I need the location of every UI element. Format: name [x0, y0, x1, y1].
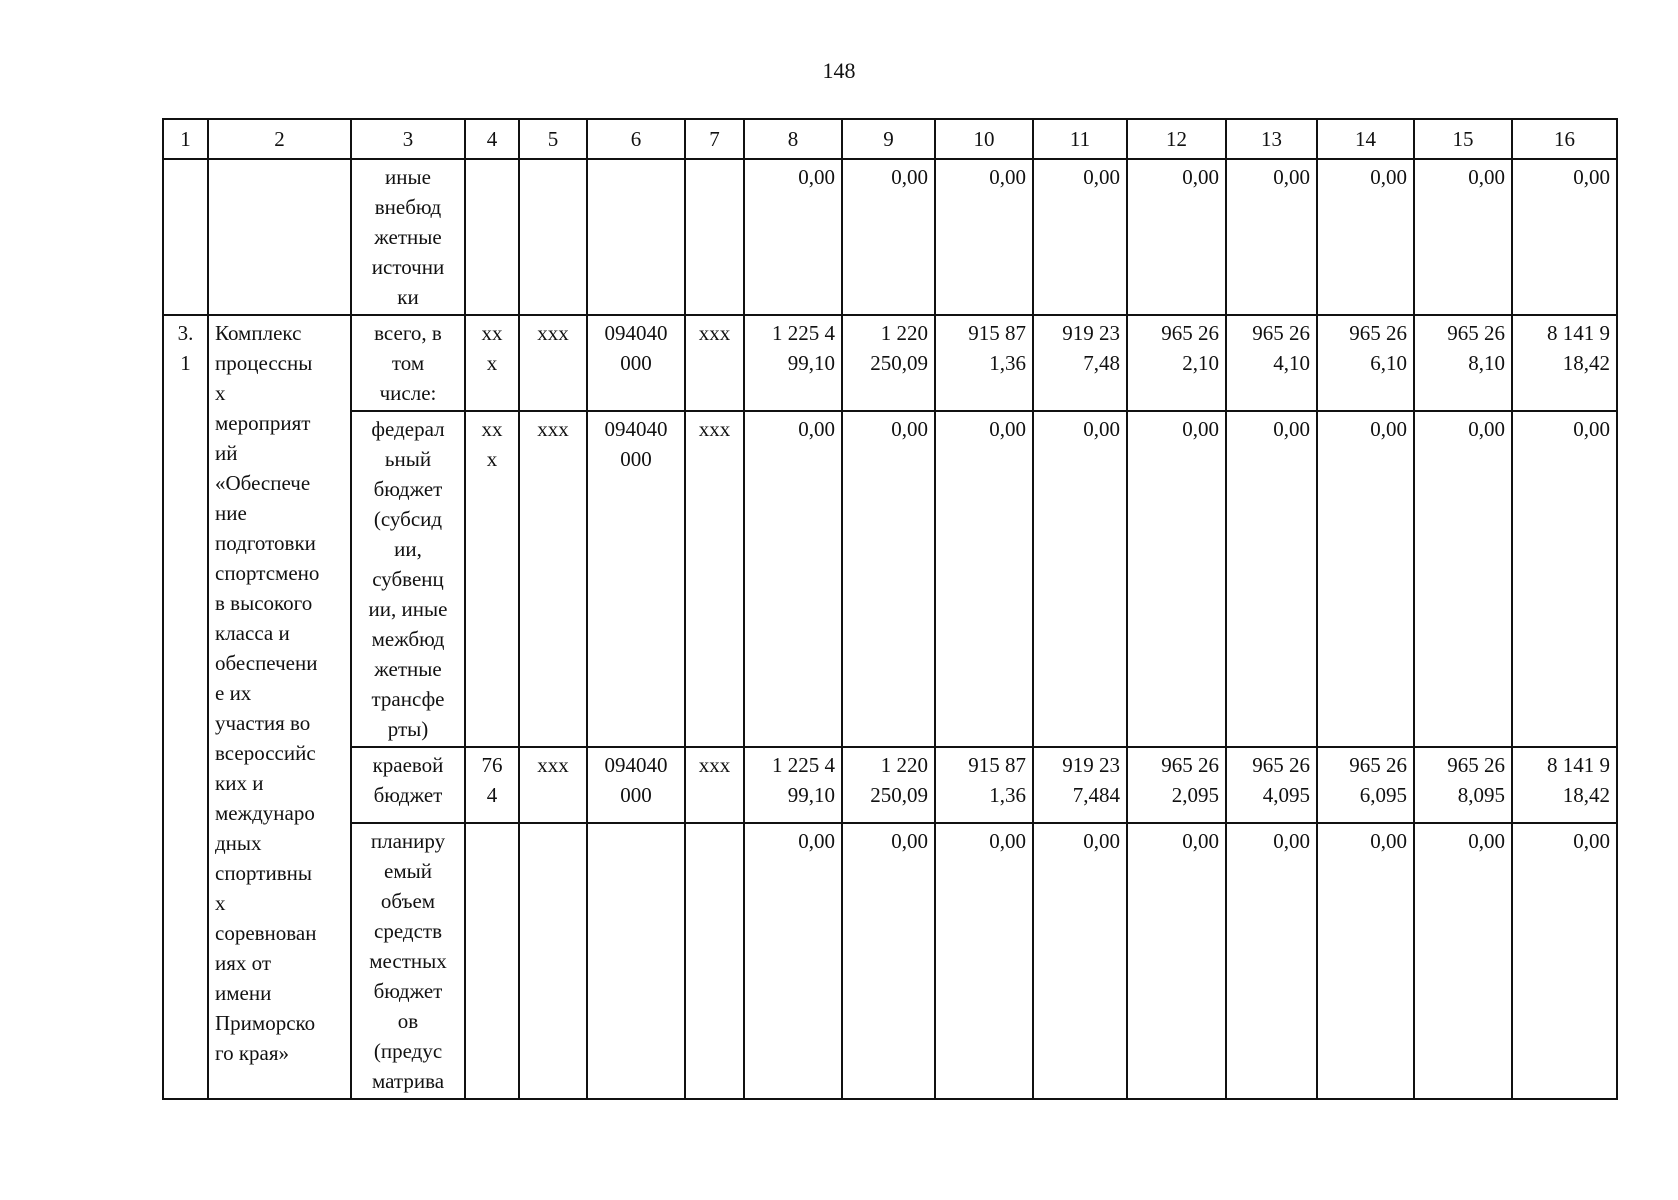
empty-cell	[465, 159, 519, 315]
item-number-cell: 3. 1	[163, 315, 208, 1099]
empty-cell	[685, 823, 744, 1099]
amount-cell: 0,00	[842, 823, 935, 1099]
amount-cell: 0,00	[935, 159, 1033, 315]
admin-code-cell: 76 4	[465, 747, 519, 823]
header-cell: 12	[1127, 119, 1226, 159]
item-name-cell: Комплекс процессны х мероприят ий «Обеспече ние подготовки спортсмено в высокого класса и обеспечени е их участия во всероссийс ких и междунаро дных спортивны х соревнован иях от имени Приморско го края»	[208, 315, 351, 1099]
header-cell: 8	[744, 119, 842, 159]
amount-cell: 0,00	[842, 159, 935, 315]
section-code-cell: ххх	[519, 411, 587, 747]
header-cell: 6	[587, 119, 685, 159]
amount-cell: 965 26 6,095	[1317, 747, 1414, 823]
target-code-cell: 094040 000	[587, 315, 685, 411]
amount-cell: 0,00	[1414, 159, 1512, 315]
admin-code-cell: хх х	[465, 411, 519, 747]
amount-cell: 965 26 2,10	[1127, 315, 1226, 411]
amount-cell: 8 141 9 18,42	[1512, 315, 1617, 411]
amount-cell: 0,00	[1226, 411, 1317, 747]
amount-cell: 0,00	[744, 159, 842, 315]
empty-cell	[519, 159, 587, 315]
amount-cell: 0,00	[935, 411, 1033, 747]
amount-cell: 0,00	[935, 823, 1033, 1099]
amount-cell: 965 26 8,095	[1414, 747, 1512, 823]
amount-cell: 0,00	[744, 411, 842, 747]
empty-cell	[519, 823, 587, 1099]
amount-cell: 0,00	[1127, 411, 1226, 747]
amount-cell: 0,00	[1033, 411, 1127, 747]
table-row-other-sources	[163, 159, 1617, 315]
target-code-cell: 094040 000	[587, 411, 685, 747]
amount-cell: 0,00	[1512, 159, 1617, 315]
funding-source-cell: федерал ьный бюджет (субсид ии, субвенц ии, иные межбюд жетные трансфе рты)	[351, 411, 465, 747]
amount-cell: 8 141 9 18,42	[1512, 747, 1617, 823]
amount-cell: 965 26 8,10	[1414, 315, 1512, 411]
expense-type-cell: ххх	[685, 747, 744, 823]
amount-cell: 919 23 7,484	[1033, 747, 1127, 823]
header-cell: 5	[519, 119, 587, 159]
amount-cell: 1 220 250,09	[842, 315, 935, 411]
funding-source-cell: краевой бюджет	[351, 747, 465, 823]
amount-cell: 965 26 4,095	[1226, 747, 1317, 823]
page-number: 148	[822, 58, 856, 83]
section-code-cell: ххх	[519, 747, 587, 823]
table-row-total	[163, 315, 1617, 411]
empty-cell	[587, 159, 685, 315]
header-cell: 9	[842, 119, 935, 159]
amount-cell: 0,00	[1317, 411, 1414, 747]
header-cell: 13	[1226, 119, 1317, 159]
empty-cell	[208, 159, 351, 315]
funding-source-cell: всего, в том числе:	[351, 315, 465, 411]
amount-cell: 915 87 1,36	[935, 315, 1033, 411]
table-row-federal	[163, 411, 1617, 747]
amount-cell: 965 26 6,10	[1317, 315, 1414, 411]
amount-cell: 0,00	[1033, 823, 1127, 1099]
header-cell: 3	[351, 119, 465, 159]
amount-cell: 0,00	[1317, 823, 1414, 1099]
amount-cell: 0,00	[1512, 411, 1617, 747]
amount-cell: 0,00	[1512, 823, 1617, 1099]
amount-cell: 915 87 1,36	[935, 747, 1033, 823]
expense-type-cell: ххх	[685, 411, 744, 747]
amount-cell: 965 26 2,095	[1127, 747, 1226, 823]
amount-cell: 0,00	[744, 823, 842, 1099]
amount-cell: 1 225 4 99,10	[744, 747, 842, 823]
amount-cell: 919 23 7,48	[1033, 315, 1127, 411]
table-row-regional	[163, 747, 1617, 823]
empty-cell	[465, 823, 519, 1099]
amount-cell: 1 220 250,09	[842, 747, 935, 823]
amount-cell: 0,00	[1127, 823, 1226, 1099]
amount-cell: 0,00	[1317, 159, 1414, 315]
amount-cell: 0,00	[1226, 159, 1317, 315]
amount-cell: 1 225 4 99,10	[744, 315, 842, 411]
budget-table	[162, 118, 1618, 1100]
admin-code-cell: хх х	[465, 315, 519, 411]
header-cell: 7	[685, 119, 744, 159]
empty-cell	[685, 159, 744, 315]
header-cell: 4	[465, 119, 519, 159]
header-cell: 2	[208, 119, 351, 159]
header-cell: 15	[1414, 119, 1512, 159]
header-row	[163, 119, 1617, 159]
target-code-cell: 094040 000	[587, 747, 685, 823]
amount-cell: 0,00	[1414, 823, 1512, 1099]
amount-cell: 0,00	[842, 411, 935, 747]
amount-cell: 965 26 4,10	[1226, 315, 1317, 411]
empty-cell	[587, 823, 685, 1099]
header-cell: 11	[1033, 119, 1127, 159]
amount-cell: 0,00	[1127, 159, 1226, 315]
amount-cell: 0,00	[1226, 823, 1317, 1099]
header-cell: 10	[935, 119, 1033, 159]
expense-type-cell: ххх	[685, 315, 744, 411]
funding-source-cell: планиру емый объем средств местных бюджет ов (предус матрива	[351, 823, 465, 1099]
amount-cell: 0,00	[1033, 159, 1127, 315]
section-code-cell: ххх	[519, 315, 587, 411]
table-row-local	[163, 823, 1617, 1099]
amount-cell: 0,00	[1414, 411, 1512, 747]
empty-cell	[163, 159, 208, 315]
header-cell: 1	[163, 119, 208, 159]
header-cell: 14	[1317, 119, 1414, 159]
funding-source-cell: иные внебюд жетные источни ки	[351, 159, 465, 315]
header-cell: 16	[1512, 119, 1617, 159]
